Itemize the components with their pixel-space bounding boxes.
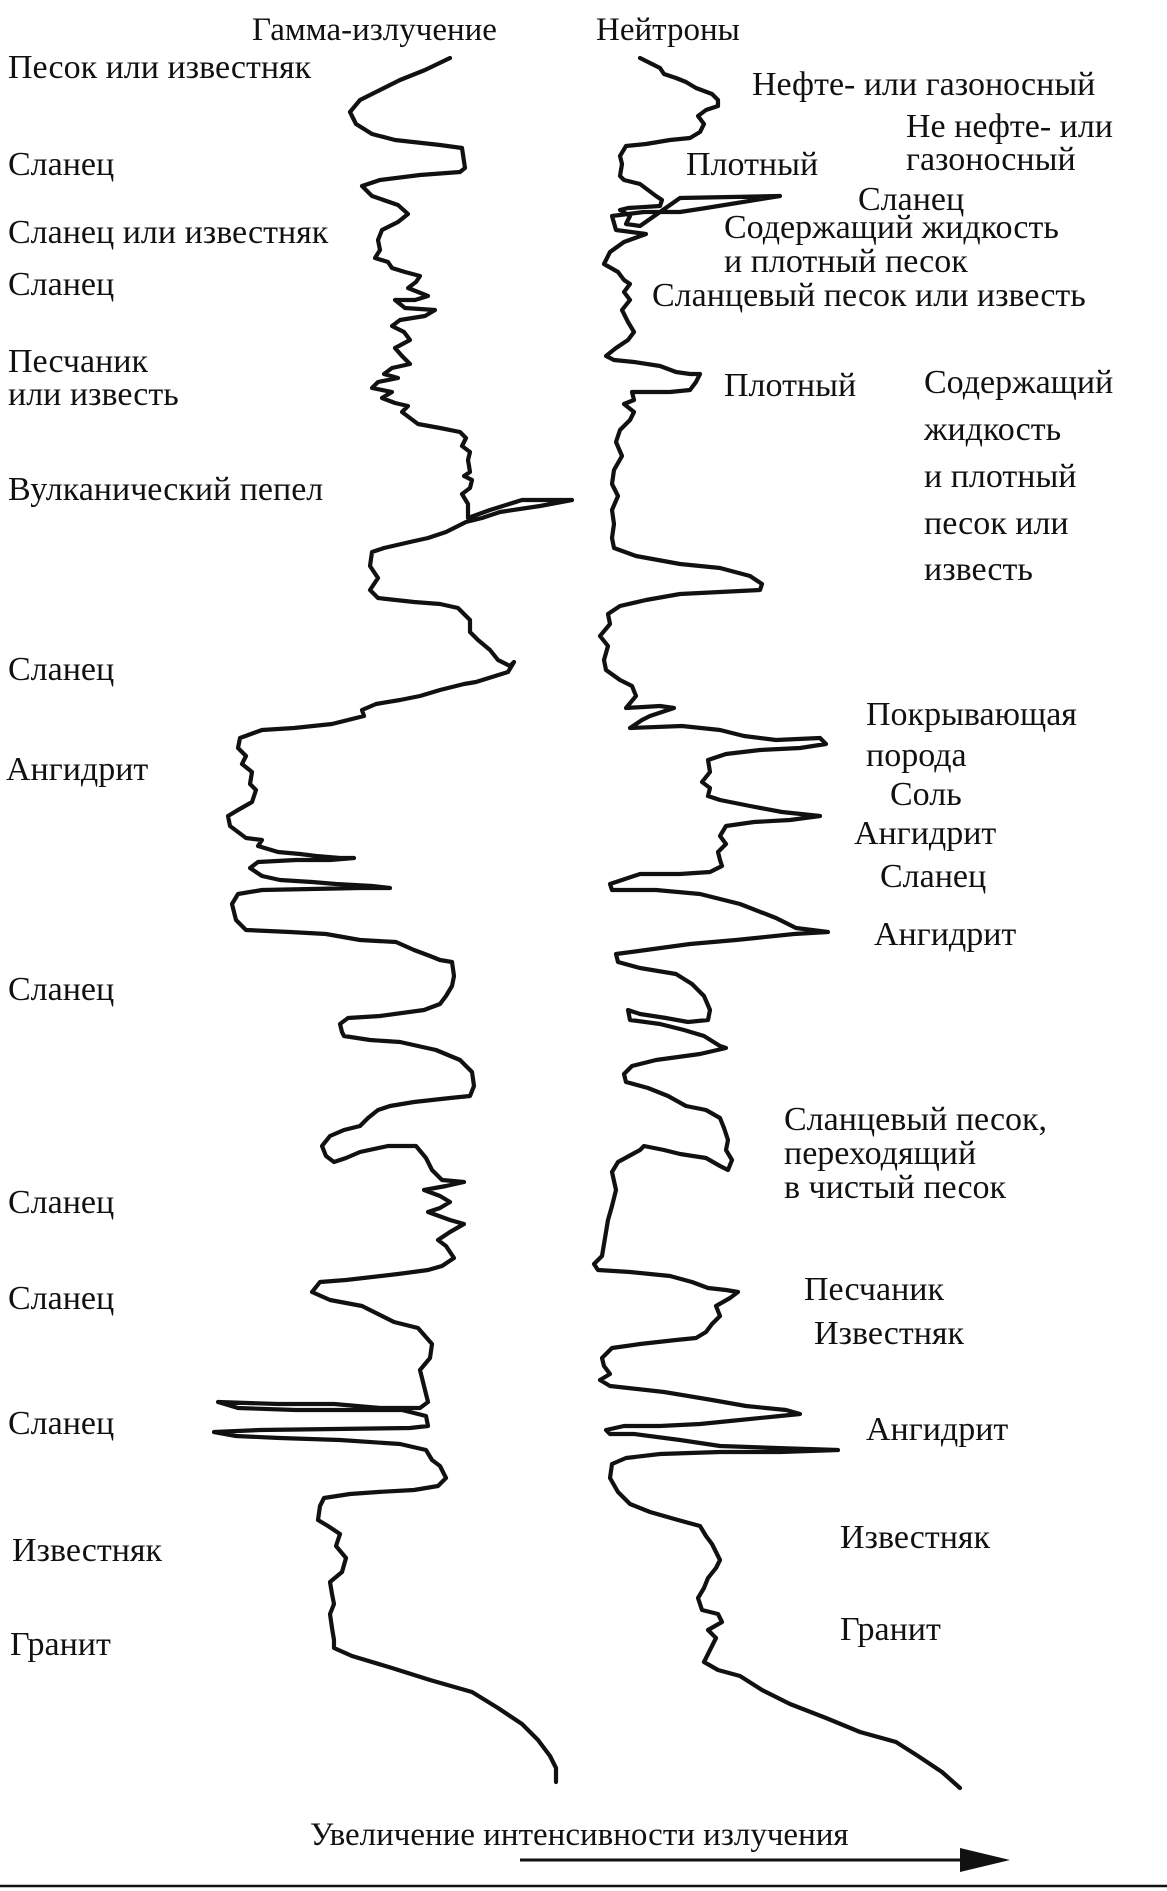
left-label-shale-1: Сланец — [8, 146, 115, 183]
right-label-tight-1: Плотный — [686, 146, 819, 183]
right-label-cap-rock-1: Покрывающая — [866, 696, 1077, 733]
left-label-shale-limestone: Сланец или известняк — [8, 214, 329, 251]
right-label-fluid-7: известь — [924, 551, 1033, 588]
right-label-anhydrite-3: Ангидрит — [866, 1411, 1009, 1448]
left-label-limestone: Известняк — [12, 1532, 163, 1569]
right-label-tight-2: Плотный — [724, 367, 857, 404]
right-label-shaly-sand-2c: в чистый песок — [784, 1169, 1007, 1206]
gamma-log-curve — [214, 58, 572, 1782]
left-labels — [6, 49, 329, 1663]
right-label-sandstone: Песчаник — [804, 1271, 945, 1308]
gamma-header: Гамма-излучение — [252, 12, 497, 48]
right-label-fluid-5: и плотный — [924, 458, 1077, 495]
right-label-anhydrite-1: Ангидрит — [854, 815, 997, 852]
left-label-sand-limestone: Песок или известняк — [8, 49, 312, 86]
left-label-granite: Гранит — [10, 1626, 111, 1663]
right-label-shaly-sand-2b: переходящий — [784, 1135, 977, 1172]
left-label-volcanic-ash: Вулканический пепел — [8, 471, 324, 508]
right-label-not-oil-1: Не нефте- или — [906, 108, 1114, 145]
right-label-fluid-3: Содержащий — [924, 364, 1114, 401]
left-label-shale-4: Сланец — [8, 971, 115, 1008]
left-label-shale-2: Сланец — [8, 266, 115, 303]
right-label-salt: Соль — [890, 776, 962, 813]
right-label-shaly-sand-2a: Сланцевый песок, — [784, 1101, 1048, 1138]
right-label-not-oil-2: газоносный — [906, 141, 1076, 178]
left-label-sandstone: Песчаник — [8, 343, 149, 380]
left-label-shale-5: Сланец — [8, 1184, 115, 1221]
right-label-fluid-2: и плотный песок — [724, 243, 968, 280]
right-label-limestone-1: Известняк — [814, 1315, 965, 1352]
right-label-shale-2: Сланец — [880, 858, 987, 895]
neutron-header: Нейтроны — [596, 12, 740, 48]
left-label-shale-6: Сланец — [8, 1280, 115, 1317]
left-label-shale-3: Сланец — [8, 651, 115, 688]
right-label-granite: Гранит — [840, 1611, 941, 1648]
left-label-anhydrite: Ангидрит — [6, 751, 149, 788]
right-label-fluid-4: жидкость — [924, 411, 1062, 448]
right-label-shale-1: Сланец — [858, 181, 965, 218]
intensity-axis-label: Увеличение интенсивности излучения — [310, 1817, 849, 1853]
right-label-fluid-6: песок или — [924, 505, 1069, 542]
left-label-or-lime: или известь — [8, 376, 179, 413]
right-label-fluid-1: Содержащий жидкость — [724, 209, 1059, 246]
right-label-oil-gas: Нефте- или газоносный — [752, 66, 1096, 103]
right-label-cap-rock-2: порода — [866, 737, 967, 774]
right-label-limestone-2: Известняк — [840, 1519, 991, 1556]
right-label-shaly-sand: Сланцевый песок или известь — [652, 277, 1086, 314]
left-label-shale-7: Сланец — [8, 1405, 115, 1442]
right-label-anhydrite-2: Ангидрит — [874, 916, 1017, 953]
